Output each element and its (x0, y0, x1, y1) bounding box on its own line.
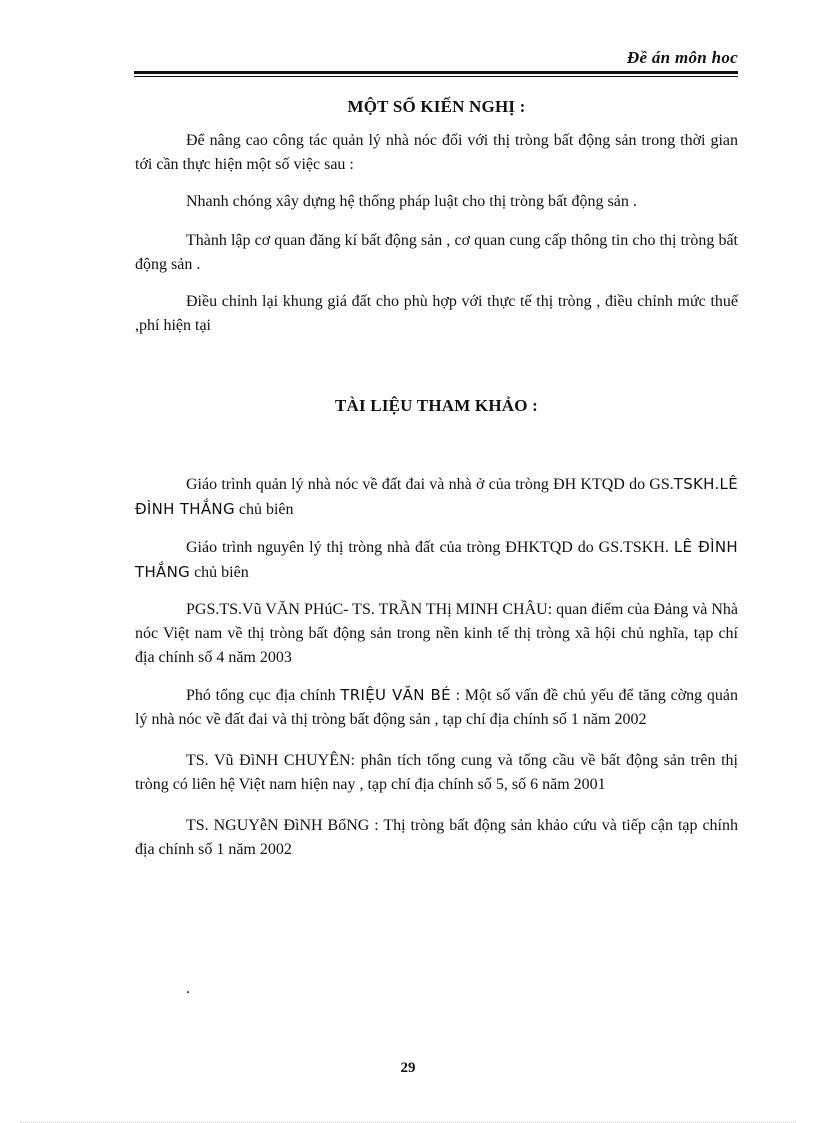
header-rule-thin (134, 76, 738, 77)
reference-text: chủ biên (190, 564, 249, 581)
reference-author: LÊ ĐÌNH THẮNG (135, 538, 739, 581)
reference-item (135, 749, 738, 797)
page-number: 29 (400, 1060, 416, 1076)
recommendation-item: Nhanh chóng xây dựng hệ thống pháp luật cho thị tròng bất động sản . (186, 193, 637, 210)
reference-text: PGS.TS.Vũ VĂN PHúC- TS. TRẦN THị MINH CHÂU: quan điểm của Đảng và Nhà nóc Việt nam về thị tròng bất động sản trong nền kinh tế thị tròng xã hội chủ nghĩa, tạp chí địa chính số 4 năm 2003 (135, 601, 738, 666)
document-body (135, 97, 738, 862)
reference-item (135, 814, 738, 862)
reference-text: : Một số vấn đề chủ yếu để tăng cờng quản lý nhà nóc về đất đai và thị tròng bất động sản , tạp chí địa chính số 1 năm 2002 (135, 687, 739, 728)
reference-text: Giáo trình nguyên lý thị tròng nhà đất của tròng ĐHKTQD do GS.TSKH. (186, 539, 674, 556)
reference-item (135, 683, 738, 732)
reference-text: chủ biên (234, 501, 294, 518)
trailing-mark: . (186, 980, 190, 997)
reference-text: TS. Vũ ĐìNH CHUYÊN: phân tích tổng cung và tổng cầu về bất động sản trên thị tròng có liên hệ Việt nam hiện nay , tạp chí địa chính số 5, số 6 năm 2001 (135, 752, 738, 793)
recommendations-heading: MỘT SỐ KIẾN NGHỊ : (347, 97, 526, 116)
recommendation-item: Điều chỉnh lại khung giá đất cho phù hợp với thực tế thị tròng , điều chỉnh mức thuế ,phí hiện tại (135, 293, 738, 334)
references-heading: TÀI LIỆU THAM KHẢO : (335, 396, 538, 415)
reference-item (135, 535, 738, 585)
reference-text: TS. NGUYễN ĐìNH BổNG : Thị tròng bất động sản khảo cứu và tiếp cận tạp chính địa chính số 1 năm 2002 (135, 817, 738, 858)
reference-author: TSKH.LÊ ĐÌNH THẮNG (135, 475, 738, 518)
header-title: Đề án môn hoc (626, 48, 738, 67)
reference-item (135, 598, 738, 670)
reference-text: Phó tổng cục địa chính (186, 687, 341, 704)
recommendations-intro: Để nâng cao công tác quản lý nhà nóc đối với thị tròng bất động sản trong thời gian tới cần thực hiện một số việc sau : (135, 132, 738, 173)
reference-text: Giáo trình quản lý nhà nóc về đất đai và nhà ở của tròng ĐH KTQD do GS. (186, 476, 674, 493)
recommendation-item: Thành lập cơ quan đăng kí bất động sản , cơ quan cung cấp thông tin cho thị tròng bất động sản . (135, 232, 738, 273)
reference-author: TRIỆU VĂN BÉ (340, 686, 451, 704)
header-rule (134, 71, 738, 74)
reference-item (135, 472, 738, 522)
